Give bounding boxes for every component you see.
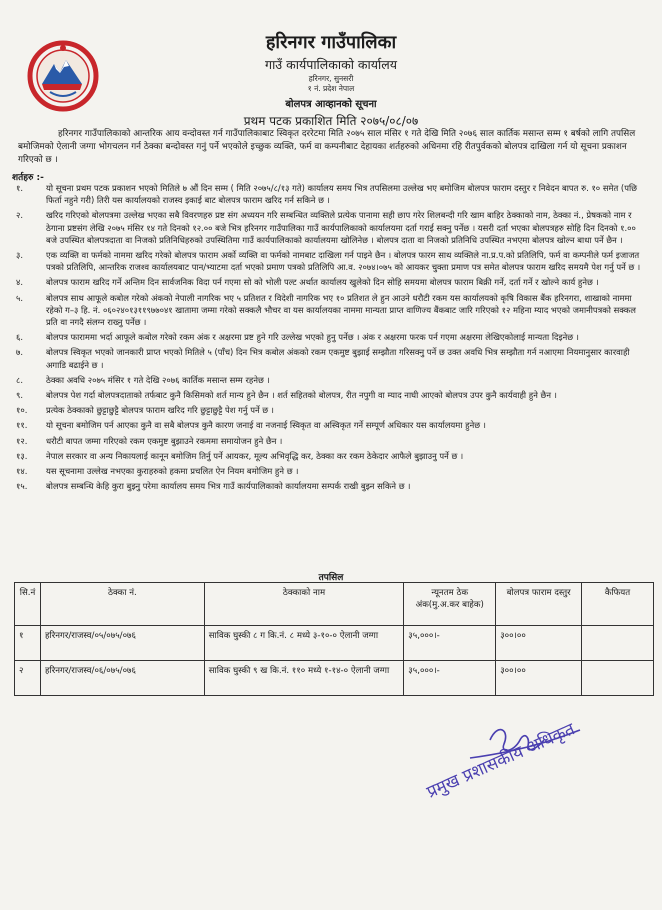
term-number: ५. xyxy=(16,292,24,303)
table-header-row xyxy=(15,583,654,626)
terms-list xyxy=(12,182,648,495)
term-text: एक व्यक्ति वा फर्मको नाममा खरिद गरेको बोलपत्र फाराम अर्को व्यक्ति वा फर्मको नामबाट दाखिला गर्न पाइने छैन । बोलपत्र फारम साथ व्यक्तिले ना.प्र.प.को प्रतिलिपि, फर्म वा कम्पनीले फर्म इजाजत पत्रको प्रतिलिपि, आन्तरिक राजश्व कार्यालयबाट पान/भ्याटमा दर्ता भएको प्रमाण पत्रको प्रतिलिपि आ.व. २०७४।०७५ को आयकर चुक्ता प्रमाण पत्र समेत बोलपत्र फाराम खरिद समयमै पेश गर्नु पर्ने छ । xyxy=(46,250,641,273)
term-number: ११. xyxy=(16,420,28,431)
term-item xyxy=(12,389,648,401)
province-line: १ नं. प्रदेश नेपाल xyxy=(307,84,355,93)
term-number: १. xyxy=(16,183,24,193)
cell-contract-name: साविक घुस्की ९ ख कि.नं. ११० मध्ये १-१४-० ऐलानी जग्गा xyxy=(204,661,404,696)
term-number: १४. xyxy=(16,466,28,477)
term-item xyxy=(12,276,648,288)
term-text: बोलपत्र पेश गर्दा बोलपत्रदाताको तर्फबाट कुनै किसिमको शर्त मान्य हुने छैन । शर्त सहितको बोलपत्र, रीत नपुगी वा म्याद नाघी आएको बोलपत्र उपर कुनै कार्यवाही हुने छैन । xyxy=(46,390,557,401)
term-number: २. xyxy=(16,210,24,221)
term-text: बोलपत्र साथ आफूले कबोल गरेको अंकको नेपाली नागरिक भए ५ प्रतिशत र विदेशी नागरिक भए १० प्रतिशत ले हुन आउने धरौटी रकम यस कार्यालयको कृषि विकास बैंक हरिनगरा, शाखाको नाममा रहेको ग–३ हि. नं. ०६०२४०१३११९७७०४१ खातामा जम्मा गरेको सक्कलै भौचर वा यस कार्यालयका नाममा मान्यता प्राप्त वाणिज्य बैंकबाट जारि गरिएको १२ महिना म्याद भएको जमानीपत्रको सक्कल प्रति वा नगदै संलग्न राख्नु पर्नेछ । xyxy=(46,292,636,328)
col-header-contract-no: ठेक्का नं. xyxy=(40,583,204,626)
cell-sn: १ xyxy=(15,626,41,661)
term-number: ६. xyxy=(16,332,24,343)
term-item xyxy=(12,480,648,492)
office-name: गाउँ कार्यपालिकाको कार्यालय xyxy=(265,57,397,72)
notice-title: बोलपत्र आव्हानको सूचना xyxy=(285,99,377,110)
term-number: १३. xyxy=(16,450,28,461)
term-text: यस सूचनामा उल्लेख नभएका कुराहरुको हकमा प्रचलित ऐन नियम बमोजिम हुने छ । xyxy=(46,466,299,477)
official-signature-stamp xyxy=(410,700,610,810)
col-header-remarks: कैफियत xyxy=(582,583,654,626)
cell-contract-no: हरिनगर/राजस्व/०६/०७५/०७६ xyxy=(40,661,204,696)
col-header-sn: सि.नं xyxy=(15,583,41,626)
term-number: ३. xyxy=(16,250,24,261)
term-number: ८. xyxy=(16,374,24,385)
table-row xyxy=(15,626,654,661)
term-number: १५. xyxy=(16,481,28,492)
cell-form-fee: ३००।०० xyxy=(496,626,582,661)
term-item xyxy=(12,465,648,477)
cell-contract-name: साविक घुस्की ८ ग कि.नं. ८ मध्ये ३-१०-० ऐलानी जग्गा xyxy=(204,626,404,661)
cell-form-fee: ३००।०० xyxy=(496,661,582,696)
term-text: धरौटी बापत जम्मा गरिएको रकम एकमुष्ट बुझाउने रकममा समायोजन हुने छैन । xyxy=(46,435,283,446)
term-text: ठेक्का अवधि २०७५ मंसिर १ गते देखि २०७६ कार्तिक मसान्त सम्म रहनेछ । xyxy=(46,374,270,385)
term-item xyxy=(12,450,648,462)
signature-title: प्रमुख प्रशासकीय अधिकृत xyxy=(423,719,578,803)
term-item xyxy=(12,249,648,273)
term-item xyxy=(12,292,648,329)
cell-sn: २ xyxy=(15,661,41,696)
col-header-contract-name: ठेक्काको नाम xyxy=(204,583,404,626)
schedule-caption: तपसिल xyxy=(318,573,344,583)
term-text: बोलपत्र सम्बन्धि केहि कुरा बुझ्नु परेमा कार्यालय समय भित्र गाउँ कार्यपालिकाको कार्यालयमा सम्पर्क राखी बुझ्न सकिने छ । xyxy=(46,481,411,492)
term-item xyxy=(12,182,648,206)
term-item xyxy=(12,346,648,370)
cell-min-amount: ३५,०००।- xyxy=(404,626,496,661)
publish-date-line: प्रथम पटक प्रकाशित मिति २०७५/०८/०७ xyxy=(243,114,419,128)
term-text: प्रत्येक ठेक्काको छुट्टाछुट्टै बोलपत्र फाराम खरिद गरि छुट्टाछुट्टै पेश गर्नु पर्ने छ । xyxy=(46,405,274,416)
term-item xyxy=(12,374,648,386)
term-text: यो सूचना प्रथम पटक प्रकाशन भएको मितिले ७ औं दिन सम्म ( मिति २०७५/८/१३ गते) कार्यालय समय भित्र तपसिलमा उल्लेख भए बमोजिम बोलपत्र फाराम दस्तुर र निवेदन बापत रु. १० समेत (पछि फिर्ता नहुने गरी) तिरी यस कार्यालयको राजस्व इकाई बाट बोलपत्र फाराम खरिद गर्न सकिने छ । xyxy=(46,183,637,206)
term-number: १०. xyxy=(16,405,28,416)
col-header-form-fee: बोलपत्र फाराम दस्तुर xyxy=(496,583,582,626)
term-number: ९. xyxy=(16,390,24,401)
term-text: खरिद गरिएको बोलपत्रमा उल्लेख भएका सबै विवरणहरु प्रष्ट संग अध्ययन गरि सम्बन्धित व्यक्तिले प्रत्येक पानामा सही छाप गरेर शिलबन्दी गरि खाम बाहिर ठेक्काको नाम, ठेक्का नं., प्रेषकको नाम र ठेगाना प्रष्टसंग लेखि २०७५ मंसिर १४ गते दिनको १२.०० बजे भित्र हरिनगर गाउँपालिका गाउँ कार्यपालिकाको कार्यालयमा दर्ता गराई सक्नु पर्नेछ । यसरी दर्ता भएका बोलपत्रहरु सोहि दिन दिनको १.०० बजे उपस्थित बोलपत्रदाता वा निजको प्रतिनिधिहरुको उपस्थितिमा गाउँ कार्यपालिकाको कार्यालयमा खोलिनेछ । बोलपत्र दाता वा निजको प्रतिनिधि उपस्थित नभएमा बोलपत्र खोल्न बाधा पर्ने छैन । xyxy=(46,210,636,245)
term-number: ७. xyxy=(16,347,24,358)
term-number: ४. xyxy=(16,277,24,288)
term-text: यो सूचना बमोजिम पर्न आएका कुनै वा सबै बोलपत्र कुनै कारण जनाई वा नजनाई स्विकृत वा अस्विकृत गर्ने सम्पूर्ण अधिकार यस कार्यालयमा हुनेछ । xyxy=(46,420,486,431)
col-header-min-amount: न्यूनतम ठेक अंक(मु.अ.कर बाहेक) xyxy=(404,583,496,626)
cell-min-amount: ३५,०००।- xyxy=(404,661,496,696)
table-row xyxy=(15,661,654,696)
term-item xyxy=(12,404,648,416)
term-item xyxy=(12,331,648,343)
terms-heading: शर्तहरु :- xyxy=(12,173,44,183)
cell-remarks xyxy=(582,626,654,661)
term-text: बोलपत्र फाराम खरिद गर्ने अन्तिम दिन सार्वजनिक विदा पर्न गएमा सो को भोली पल्ट अर्थात कार्यालय खुलेको दिन सोहि समयमा बोलपत्र फाराम बिक्री गर्ने, दर्ता गर्ने र खोल्ने कार्य हुनेछ । xyxy=(46,277,599,288)
office-address: हरिनगर, सुनसरी xyxy=(308,74,354,83)
cell-remarks xyxy=(582,661,654,696)
cell-contract-no: हरिनगर/राजस्व/०५/०७५/०७६ xyxy=(40,626,204,661)
schedule-table xyxy=(14,582,654,696)
term-number: १२. xyxy=(16,435,28,446)
term-text: बोलपत्र स्विकृत भएको जानकारी प्राप्त भएको मितिले ५ (पाँच) दिन भित्र कबोल अंकको रकम एकमुष्ट बुझाई सम्झौता गरिसक्नु पर्ने छ उक्त अवधि भित्र सम्झौता गर्न नआएमा नियमानुसार कारवाही अगाडि बढाईने छ । xyxy=(46,347,630,370)
term-text: नेपाल सरकार वा अन्य निकायलाई कानून बमोजिम तिर्नु पर्ने आयकर, मूल्य अभिवृद्धि कर, ठेक्का कर रकम ठेकेदार आफैले बुझाउनु पर्ने छ । xyxy=(46,450,464,461)
term-item xyxy=(12,435,648,447)
term-text: बोलपत्र फाराममा भर्दा आफूले कबोल गरेको रकम अंक र अक्षरमा प्रष्ट हुने गरि उल्लेख भएको हुनु पर्नेछ । अंक र अक्षरमा फरक पर्न गएमा अक्षरमा लेखिएकोलाई मान्यता दिइनेछ । xyxy=(46,332,579,343)
intro-paragraph: हरिनगर गाउँपालिकाको आन्तरिक आय वन्दोवस्त गर्न गाउँपालिकाबाट स्विकृत दररेटमा मिति २०७५ साल मंसिर १ गते देखि मिति २०७६ साल कार्तिक मसान्त सम्म १ बर्षको लागि तपसिल बमोजिमको ऐलानी जग्गा भोगचलन गर्न ठेक्का बन्दोवस्त गनुं पर्ने भएकोले इच्छुक व्यक्ति, फर्म वा कम्पनीबाट देहायका शर्तहरुको अधिनमा रहि रीतपुर्वकको बोलपत्र दाखिला गर्न यो सूचना प्रकाशन गरिएको छ । xyxy=(18,129,636,165)
org-name: हरिनगर गाउँपालिका xyxy=(265,32,397,53)
term-item xyxy=(12,419,648,431)
term-item xyxy=(12,209,648,246)
